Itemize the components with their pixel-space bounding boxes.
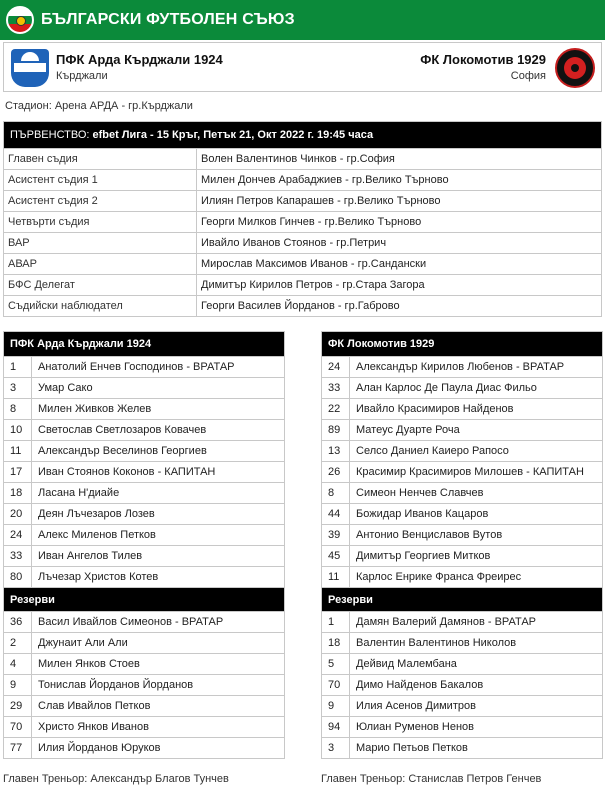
official-row xyxy=(4,148,601,169)
home-starter-player-row xyxy=(4,440,284,461)
player-name[interactable]: Васил Ивайлов Симеонов - ВРАТАР xyxy=(38,616,224,628)
official-row xyxy=(4,274,601,295)
player-name[interactable]: Илия Асенов Димитров xyxy=(356,700,476,712)
player-name[interactable]: Селсо Даниел Каиеро Рапосо xyxy=(356,445,509,457)
player-number: 29 xyxy=(4,696,32,716)
top-bar xyxy=(0,0,605,40)
player-number: 26 xyxy=(322,462,350,482)
official-row xyxy=(4,211,601,232)
home-starter-player-row xyxy=(4,377,284,398)
player-name[interactable]: Христо Янков Иванов xyxy=(38,721,149,733)
match-officials-table xyxy=(3,121,602,317)
page-title: БЪЛГАРСКИ ФУТБОЛЕН СЪЮЗ xyxy=(41,11,295,28)
home-starter-player-row xyxy=(4,503,284,524)
player-number: 5 xyxy=(322,654,350,674)
away-sub-player-row xyxy=(322,716,602,737)
away-starter-player-row xyxy=(322,524,602,545)
player-name[interactable]: Слав Ивайлов Петков xyxy=(38,700,151,712)
player-name[interactable]: Александър Веселинов Георгиев xyxy=(38,445,207,457)
home-starter-player-row xyxy=(4,482,284,503)
player-name[interactable]: Димо Найденов Бакалов xyxy=(356,679,484,691)
player-number: 44 xyxy=(322,504,350,524)
player-number: 10 xyxy=(4,420,32,440)
official-name[interactable]: Георги Василев Йорданов - гр.Габрово xyxy=(201,300,400,312)
player-number: 8 xyxy=(4,399,32,419)
player-name[interactable]: Дейвид Малембана xyxy=(356,658,457,670)
arda-crest-icon xyxy=(11,49,49,87)
player-number: 4 xyxy=(4,654,32,674)
player-number: 20 xyxy=(4,504,32,524)
match-details: efbet Лига - 15 Кръг, Петък 21, Окт 2022 г. 19:45 часа xyxy=(92,129,374,141)
player-name[interactable]: Карлос Енрике Франса Фреирес xyxy=(356,571,522,583)
player-name[interactable]: Дамян Валерий Дамянов - ВРАТАР xyxy=(356,616,537,628)
official-name[interactable]: Илиян Петров Капарашев - гр.Велико Търново xyxy=(201,195,441,207)
home-starter-player-row xyxy=(4,524,284,545)
player-number: 94 xyxy=(322,717,350,737)
player-name[interactable]: Илия Йорданов Юруков xyxy=(38,742,161,754)
away-starter-player-row xyxy=(322,356,602,377)
player-name[interactable]: Марио Петьов Петков xyxy=(356,742,468,754)
player-name[interactable]: Красимир Красимиров Милошев - КАПИТАН xyxy=(356,466,584,478)
player-name[interactable]: Юлиан Руменов Ненов xyxy=(356,721,475,733)
player-number: 8 xyxy=(322,483,350,503)
player-number: 33 xyxy=(4,546,32,566)
away-sub-player-row xyxy=(322,632,602,653)
home-sub-player-row xyxy=(4,653,284,674)
official-row xyxy=(4,232,601,253)
player-name[interactable]: Ласана Н'диайе xyxy=(38,487,120,499)
official-role: ВАР xyxy=(4,233,197,253)
player-name[interactable]: Алан Карлос Де Паула Диас Фильо xyxy=(356,382,537,394)
away-sub-player-row xyxy=(322,737,602,758)
home-sub-player-row xyxy=(4,674,284,695)
away-sub-player-row xyxy=(322,674,602,695)
official-role: Съдийски наблюдател xyxy=(4,296,197,316)
official-row xyxy=(4,253,601,274)
home-sub-player-row xyxy=(4,611,284,632)
home-starter-player-row xyxy=(4,398,284,419)
home-starter-player-row xyxy=(4,461,284,482)
official-row xyxy=(4,295,601,316)
bfs-logo-icon xyxy=(6,6,34,34)
official-name[interactable]: Волен Валентинов Чинков - гр.София xyxy=(201,153,395,165)
player-name[interactable]: Умар Сако xyxy=(38,382,93,394)
player-name[interactable]: Иван Ангелов Тилев xyxy=(38,550,143,562)
home-starter-player-row xyxy=(4,419,284,440)
away-lineup-title: ФК Локомотив 1929 xyxy=(322,332,602,356)
player-number: 1 xyxy=(4,357,32,377)
player-number: 3 xyxy=(4,378,32,398)
player-name[interactable]: Лъчезар Христов Котев xyxy=(38,571,159,583)
player-number: 39 xyxy=(322,525,350,545)
home-sub-player-row xyxy=(4,716,284,737)
official-role: Четвърти съдия xyxy=(4,212,197,232)
player-number: 24 xyxy=(322,357,350,377)
player-number: 9 xyxy=(4,675,32,695)
player-name[interactable]: Иван Стоянов Коконов - КАПИТАН xyxy=(38,466,216,478)
player-number: 3 xyxy=(322,738,350,758)
home-starter-player-row xyxy=(4,566,284,587)
official-row xyxy=(4,190,601,211)
official-name[interactable]: Димитър Кирилов Петров - гр.Стара Загора xyxy=(201,279,425,291)
away-starter-player-row xyxy=(322,440,602,461)
home-sub-player-row xyxy=(4,737,284,758)
home-lineup xyxy=(3,331,285,759)
player-name[interactable]: Александър Кирилов Любенов - ВРАТАР xyxy=(356,361,565,373)
player-name[interactable]: Симеон Ненчев Славчев xyxy=(356,487,484,499)
away-lineup xyxy=(321,331,603,759)
player-name[interactable]: Матеус Дуарте Роча xyxy=(356,424,460,436)
home-coach: Главен Треньор: Александър Благов Тунчев xyxy=(3,773,229,785)
home-starter-player-row xyxy=(4,545,284,566)
away-coach: Главен Треньор: Станислав Петров Генчев xyxy=(321,773,542,785)
away-starter-player-row xyxy=(322,419,602,440)
official-role: Главен съдия xyxy=(4,149,197,169)
away-starter-player-row xyxy=(322,482,602,503)
home-subs-title: Резерви xyxy=(4,587,284,611)
official-name[interactable]: Георги Милков Гинчев - гр.Велико Търново xyxy=(201,216,422,228)
player-number: 11 xyxy=(322,567,350,587)
home-team-name[interactable]: ПФК Арда Кърджали 1924 xyxy=(56,52,223,67)
home-team-city: Кърджали xyxy=(56,70,108,82)
player-name[interactable]: Деян Лъчезаров Лозев xyxy=(38,508,155,520)
official-name[interactable]: Ивайло Иванов Стоянов - гр.Петрич xyxy=(201,237,387,249)
away-starter-player-row xyxy=(322,461,602,482)
away-starter-player-row xyxy=(322,566,602,587)
official-role: БФС Делегат xyxy=(4,275,197,295)
away-team-city: София xyxy=(510,70,546,82)
player-number: 1 xyxy=(322,612,350,632)
away-sub-player-row xyxy=(322,611,602,632)
player-number: 45 xyxy=(322,546,350,566)
player-number: 9 xyxy=(322,696,350,716)
player-name[interactable]: Светослав Светлозаров Ковачев xyxy=(38,424,207,436)
away-starter-player-row xyxy=(322,377,602,398)
official-role: АВАР xyxy=(4,254,197,274)
lokomotiv-crest-icon xyxy=(555,48,595,88)
official-role: Асистент съдия 1 xyxy=(4,170,197,190)
player-number: 24 xyxy=(4,525,32,545)
official-row xyxy=(4,169,601,190)
player-name[interactable]: Милен Живков Желев xyxy=(38,403,152,415)
player-number: 2 xyxy=(4,633,32,653)
player-name[interactable]: Джунаит Али Али xyxy=(38,637,128,649)
player-number: 36 xyxy=(4,612,32,632)
player-number: 18 xyxy=(322,633,350,653)
player-name[interactable]: Ивайло Красимиров Найденов xyxy=(356,403,514,415)
away-subs-title: Резерви xyxy=(322,587,602,611)
player-number: 11 xyxy=(4,441,32,461)
official-name[interactable]: Милен Дончев Арабаджиев - гр.Велико Търново xyxy=(201,174,449,186)
home-starter-player-row xyxy=(4,356,284,377)
player-number: 89 xyxy=(322,420,350,440)
official-name[interactable]: Мирослав Максимов Иванов - гр.Сандански xyxy=(201,258,427,270)
player-number: 18 xyxy=(4,483,32,503)
player-number: 80 xyxy=(4,567,32,587)
home-lineup-title: ПФК Арда Кърджали 1924 xyxy=(4,332,284,356)
player-name[interactable]: Антонио Венциславов Вутов xyxy=(356,529,503,541)
player-name[interactable]: Димитър Георгиев Митков xyxy=(356,550,491,562)
away-starter-player-row xyxy=(322,398,602,419)
official-role: Асистент съдия 2 xyxy=(4,191,197,211)
competition-label: ПЪРВЕНСТВО: xyxy=(10,129,90,141)
home-sub-player-row xyxy=(4,695,284,716)
player-number: 77 xyxy=(4,738,32,758)
player-number: 33 xyxy=(322,378,350,398)
away-starter-player-row xyxy=(322,545,602,566)
away-starter-player-row xyxy=(322,503,602,524)
stadium-info: Стадион: Арена АРДА - гр.Кърджали xyxy=(5,100,193,112)
away-sub-player-row xyxy=(322,695,602,716)
away-team-name[interactable]: ФК Локомотив 1929 xyxy=(420,52,546,67)
home-sub-player-row xyxy=(4,632,284,653)
player-name[interactable]: Милен Янков Стоев xyxy=(38,658,140,670)
match-info-header xyxy=(4,122,601,148)
player-number: 70 xyxy=(4,717,32,737)
player-number: 17 xyxy=(4,462,32,482)
player-name[interactable]: Анатолий Енчев Господинов - ВРАТАР xyxy=(38,361,235,373)
player-name[interactable]: Алекс Миленов Петков xyxy=(38,529,156,541)
player-number: 13 xyxy=(322,441,350,461)
away-sub-player-row xyxy=(322,653,602,674)
player-number: 22 xyxy=(322,399,350,419)
player-name[interactable]: Тонислав Йорданов Йорданов xyxy=(38,679,194,691)
player-name[interactable]: Валентин Валентинов Николов xyxy=(356,637,517,649)
player-name[interactable]: Божидар Иванов Кацаров xyxy=(356,508,489,520)
teams-header xyxy=(3,42,602,92)
player-number: 70 xyxy=(322,675,350,695)
